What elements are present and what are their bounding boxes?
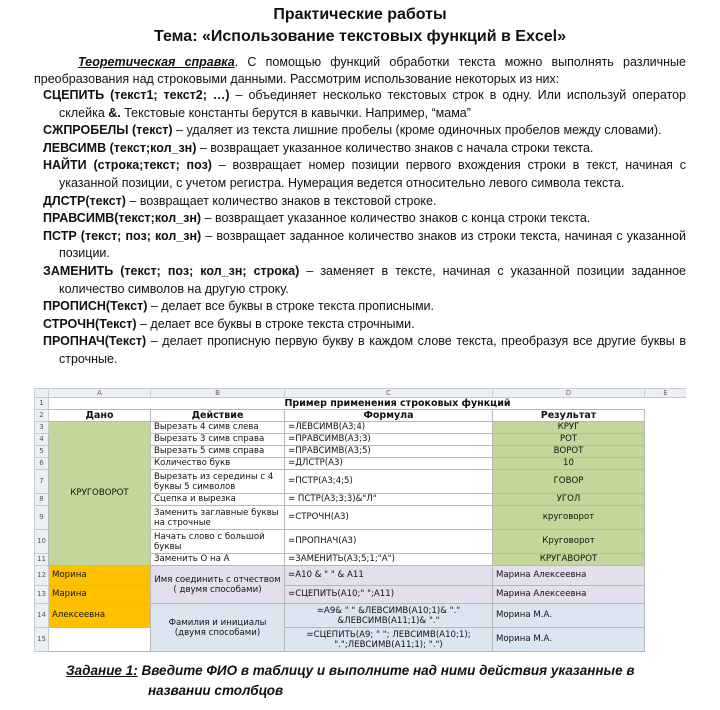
- function-item: [43, 228, 686, 263]
- header-given: Дано: [49, 410, 151, 422]
- task-text-continued: названии столбцов: [148, 683, 284, 698]
- function-item: [43, 316, 686, 334]
- table-header-row: [35, 410, 687, 422]
- intro-lead: Теоретическая справка: [78, 55, 235, 69]
- result-cell: ВОРОТ: [493, 446, 645, 458]
- function-desc: – возвращает указанное количество знаков с конца строки текста.: [201, 211, 591, 226]
- initials-action-cell: Фамилия и инициалы (двумя способами): [151, 604, 285, 652]
- empty-cell: [645, 530, 687, 554]
- table-row: [35, 586, 687, 604]
- corner-cell: [35, 389, 49, 398]
- row-number: 10: [35, 530, 49, 554]
- formula-cell: =A9& " " &ЛЕВСИМВ(A10;1)& "." &ЛЕВСИМВ(A11;1)& ".": [285, 604, 493, 628]
- table-row: [35, 604, 687, 628]
- column-header: B: [151, 389, 285, 398]
- result-cell: круговорот: [493, 506, 645, 530]
- function-item: [43, 193, 686, 211]
- function-desc: – удаляет из текста лишние пробелы (кроме одиночных пробелов между словами).: [172, 123, 662, 138]
- function-name: ПСТР (текст; поз; кол_зн): [43, 228, 202, 243]
- function-name: СТРОЧН(Текст): [43, 316, 137, 331]
- formula-cell: =ПСТР(A3;4;5): [285, 470, 493, 494]
- result-cell: Марина Алексеевна: [493, 586, 645, 604]
- column-header: C: [285, 389, 493, 398]
- column-header: A: [49, 389, 151, 398]
- formula-cell: =СТРОЧН(A3): [285, 506, 493, 530]
- row-number: 7: [35, 470, 49, 494]
- formula-cell: = ПСТР(A3;3;3)&"Л": [285, 494, 493, 506]
- function-name: НАЙТИ (строка;текст; поз): [43, 158, 212, 173]
- join-action-cell: Имя соединить с отчеством ( двумя способами): [151, 566, 285, 604]
- empty-cell: [645, 604, 687, 628]
- function-desc: – делает прописную первую букву в каждом слове текста, преобразуя все другие буквы в строчные.: [59, 334, 686, 366]
- action-cell: Вырезать 4 симв слева: [151, 422, 285, 434]
- empty-cell: [645, 554, 687, 566]
- row-number: 13: [35, 586, 49, 604]
- action-cell: Заменить О на А: [151, 554, 285, 566]
- result-cell: Морина М.А.: [493, 604, 645, 628]
- row-number: 11: [35, 554, 49, 566]
- table-row: [35, 398, 687, 410]
- function-item: [43, 298, 686, 316]
- row-number: 3: [35, 422, 49, 434]
- empty-cell: [645, 566, 687, 586]
- function-desc: – возвращает номер позиции первого вхождения строки в текст, начиная с указанной позиции, с учетом регистра. Нумерация ведется относительно левого символа текста.: [59, 158, 687, 190]
- formula-cell: =ПРОПНАЧ(A3): [285, 530, 493, 554]
- action-cell: Заменить заглавные буквы на строчные: [151, 506, 285, 530]
- function-item: [43, 210, 686, 228]
- empty-cell: [645, 458, 687, 470]
- empty-cell: [645, 494, 687, 506]
- empty-cell: [645, 410, 687, 422]
- function-list: [43, 87, 686, 369]
- function-operator: &.: [108, 105, 121, 120]
- action-cell: Количество букв: [151, 458, 285, 470]
- row-number: 12: [35, 566, 49, 586]
- row-number: 8: [35, 494, 49, 506]
- function-desc: – заменяет в тексте, начиная с указанной позиции заданное количество символов на другую строку.: [59, 263, 686, 296]
- action-cell: Вырезать из середины с 4 буквы 5 символов: [151, 470, 285, 494]
- task-text: Введите ФИО в таблицу и выполните над ними действия указанные в: [137, 663, 635, 678]
- result-cell: 10: [493, 458, 645, 470]
- function-item: [43, 333, 686, 368]
- row-number: 4: [35, 434, 49, 446]
- function-name: ПРОПИСН(Текст): [43, 299, 148, 314]
- table-row: [35, 422, 687, 434]
- row-number: 1: [35, 398, 49, 410]
- row-number: 2: [35, 410, 49, 422]
- function-desc: – возвращает заданное количество знаков из строки текста, начиная с указанной позиции.: [59, 228, 686, 261]
- header-action: Действие: [151, 410, 285, 422]
- empty-cell: [645, 446, 687, 458]
- table-row: [35, 566, 687, 586]
- formula-cell: =ДЛСТР(A3): [285, 458, 493, 470]
- formula-cell: =СЦЕПИТЬ(A9; " "; ЛЕВСИМВ(A10;1); ".";ЛЕВСИМВ(A11;1); "."): [285, 628, 493, 652]
- header-formula: Формула: [285, 410, 493, 422]
- formula-cell: =ЗАМЕНИТЬ(A3;5;1;"А"): [285, 554, 493, 566]
- empty-cell: [645, 434, 687, 446]
- action-cell: Вырезать 3 симв справа: [151, 434, 285, 446]
- function-desc: – возвращает указанное количество знаков с начала строки текста.: [196, 140, 594, 155]
- formula-cell: =ПРАВСИМВ(A3;3): [285, 434, 493, 446]
- function-name: ДЛСТР(текст): [43, 193, 126, 208]
- function-desc: – возвращает количество знаков в текстовой строке.: [125, 193, 437, 208]
- formula-cell: =ЛЕВСИМВ(A3;4): [285, 422, 493, 434]
- result-cell: УГОЛ: [493, 494, 645, 506]
- function-name: ЛЕВСИМВ (текст;кол_зн): [43, 140, 197, 155]
- function-name: ПРОПНАЧ(Текст): [43, 334, 147, 349]
- function-item: [43, 140, 686, 158]
- action-cell: Вырезать 5 симв справа: [151, 446, 285, 458]
- empty-cell: [49, 628, 151, 652]
- row-number: 14: [35, 604, 49, 628]
- task-label: Задание 1:: [66, 663, 138, 678]
- result-cell: КРУГ: [493, 422, 645, 434]
- action-cell: Сцепка и вырезка: [151, 494, 285, 506]
- formula-cell: =A10 & " " & A11: [285, 566, 493, 586]
- row-number: 15: [35, 628, 49, 652]
- column-header: D: [493, 389, 645, 398]
- result-cell: РОТ: [493, 434, 645, 446]
- surname-cell: Морина: [49, 566, 151, 586]
- patronymic-cell: Алексеевна: [49, 604, 151, 628]
- function-item: [43, 122, 686, 140]
- column-header: E: [645, 389, 687, 398]
- excel-table: [34, 388, 686, 652]
- empty-cell: [645, 398, 687, 410]
- function-desc: – делает все буквы в строке текста строчными.: [136, 316, 415, 331]
- function-item: [43, 87, 686, 122]
- name-cell: Марина: [49, 586, 151, 604]
- sheet-title: Пример применения строковых функций: [284, 398, 511, 409]
- function-desc-extra: Текстовые константы берутся в кавычки. Например, “мама”: [120, 105, 471, 120]
- function-desc: – делает все буквы в строке текста прописными.: [147, 299, 434, 314]
- function-name: ПРАВСИМВ(текст;кол_зн): [43, 211, 202, 226]
- empty-cell: [645, 628, 687, 652]
- function-item: [43, 263, 686, 298]
- formula-cell: =СЦЕПИТЬ(A10;" ";A11): [285, 586, 493, 604]
- empty-cell: [645, 422, 687, 434]
- row-number: 5: [35, 446, 49, 458]
- result-cell: ГОВОР: [493, 470, 645, 494]
- page-title: Практические работы: [273, 6, 447, 23]
- empty-cell: [49, 398, 151, 410]
- empty-cell: [645, 470, 687, 494]
- row-number: 9: [35, 506, 49, 530]
- function-name: СЖПРОБЕЛЫ (текст): [43, 123, 173, 138]
- result-cell: Круговорот: [493, 530, 645, 554]
- function-name: ЗАМЕНИТЬ (текст; поз; кол_зн; строка): [43, 263, 300, 278]
- empty-cell: [645, 506, 687, 530]
- empty-cell: [645, 586, 687, 604]
- task-paragraph: [66, 661, 686, 701]
- column-header-row: [35, 389, 687, 398]
- function-item: [43, 157, 686, 192]
- page-subtitle: Тема: «Использование текстовых функций в Excel»: [154, 28, 566, 45]
- given-word-cell: КРУГОВОРОТ: [49, 422, 151, 566]
- formula-cell: =ПРАВСИМВ(A3;5): [285, 446, 493, 458]
- excel-screenshot: [34, 388, 686, 652]
- header-result: Результат: [493, 410, 645, 422]
- intro-paragraph: [34, 54, 686, 88]
- row-number: 6: [35, 458, 49, 470]
- action-cell: Начать слово с большой буквы: [151, 530, 285, 554]
- intro-text: . С помощью функций обработки текста можно выполнять различные преобразования над строковыми данными. Рассмотрим использование некоторых из них:: [34, 55, 686, 86]
- function-desc: – объединяет несколько текстовых строк в одну. Или используй оператор склейка: [59, 88, 686, 120]
- function-name: СЦЕПИТЬ (текст1; текст2; …): [43, 88, 230, 102]
- result-cell: Морина М.А.: [493, 628, 645, 652]
- result-cell: Марина Алексеевна: [493, 566, 645, 586]
- table-row: [35, 628, 687, 652]
- result-cell: КРУГАВОРОТ: [493, 554, 645, 566]
